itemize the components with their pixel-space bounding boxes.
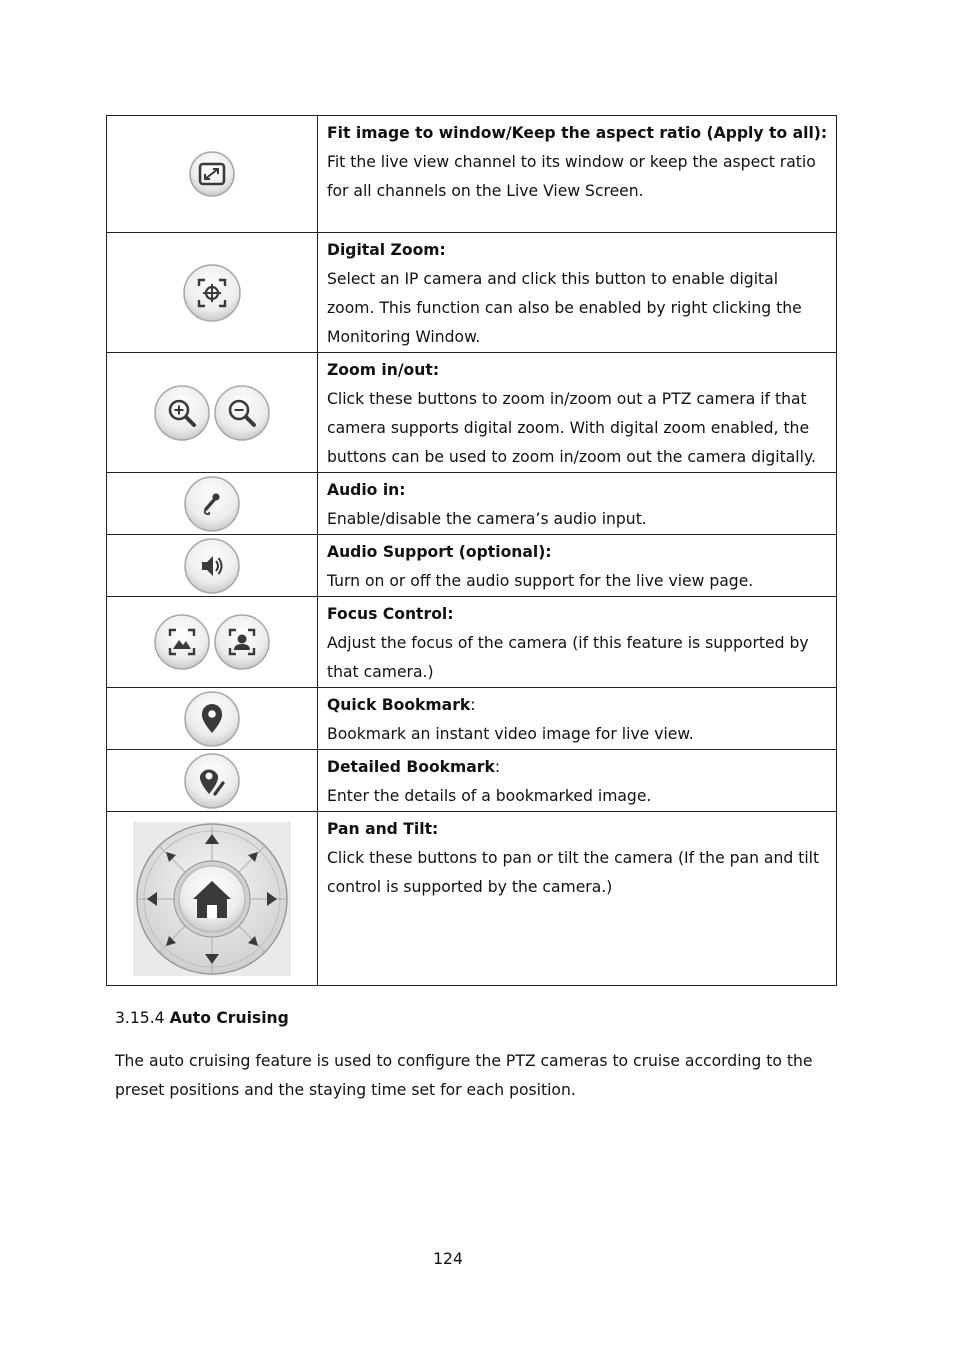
table-row — [107, 473, 837, 535]
pan-tilt-control-icon — [133, 822, 291, 976]
section-heading — [115, 1005, 289, 1031]
focus-near-icon — [213, 613, 271, 671]
row-title: Audio Support (optional): — [327, 543, 552, 561]
row-description: Adjust the focus of the camera (if this feature is supported by that camera.) — [327, 634, 809, 681]
row-description: Enter the details of a bookmarked image. — [327, 787, 652, 805]
section-title: Auto Cruising — [169, 1009, 289, 1027]
row-description: Bookmark an instant video image for live view. — [327, 725, 694, 743]
table-row — [107, 597, 837, 688]
row-title: Pan and Tilt: — [327, 820, 439, 838]
table-row — [107, 353, 837, 473]
location-pin-icon — [183, 690, 241, 748]
row-title: Quick Bookmark — [327, 696, 471, 714]
digital-zoom-icon — [182, 263, 242, 323]
table-row — [107, 688, 837, 750]
row-description: Click these buttons to pan or tilt the camera (If the pan and tilt control is supported by the camera.) — [327, 849, 820, 896]
row-title-suffix: : — [494, 758, 501, 776]
row-title: Detailed Bookmark — [327, 758, 495, 776]
speaker-icon — [183, 537, 241, 595]
table-row — [107, 116, 837, 233]
row-description: Click these buttons to zoom in/zoom out a PTZ camera if that camera supports digital zoom. With digital zoom enabled, the buttons can be used to zoom in/zoom out the camera digitally. — [327, 390, 816, 466]
zoom-in-icon — [153, 384, 211, 442]
focus-far-icon — [153, 613, 211, 671]
feature-table — [106, 115, 837, 986]
row-title: Zoom in/out: — [327, 361, 440, 379]
table-row — [107, 535, 837, 597]
page-number: 124 — [433, 1250, 463, 1268]
row-description: Select an IP camera and click this button to enable digital zoom. This function can also be enabled by right clicking the Monitoring Window. — [327, 270, 802, 346]
table-row — [107, 750, 837, 812]
section-number: 3.15.4 — [115, 1009, 165, 1027]
fit-window-icon — [188, 150, 236, 198]
row-description: Fit the live view channel to its window or keep the aspect ratio for all channels on the Live View Screen. — [327, 153, 816, 200]
row-title: Digital Zoom: — [327, 241, 446, 259]
row-description: Turn on or off the audio support for the live view page. — [327, 572, 754, 590]
location-pin-edit-icon — [183, 752, 241, 810]
row-description: Enable/disable the camera’s audio input. — [327, 510, 647, 528]
row-title-suffix: : — [470, 696, 476, 714]
body-paragraph: The auto cruising feature is used to configure the PTZ cameras to cruise according to the preset positions and the staying time set for each position. — [115, 1052, 813, 1099]
zoom-out-icon — [213, 384, 271, 442]
row-title: Fit image to window/Keep the aspect ratio (Apply to all): — [327, 124, 828, 142]
table-row — [107, 812, 837, 986]
table-row — [107, 233, 837, 353]
row-title: Audio in: — [327, 481, 406, 499]
microphone-icon — [183, 475, 241, 533]
row-title: Focus Control: — [327, 605, 454, 623]
